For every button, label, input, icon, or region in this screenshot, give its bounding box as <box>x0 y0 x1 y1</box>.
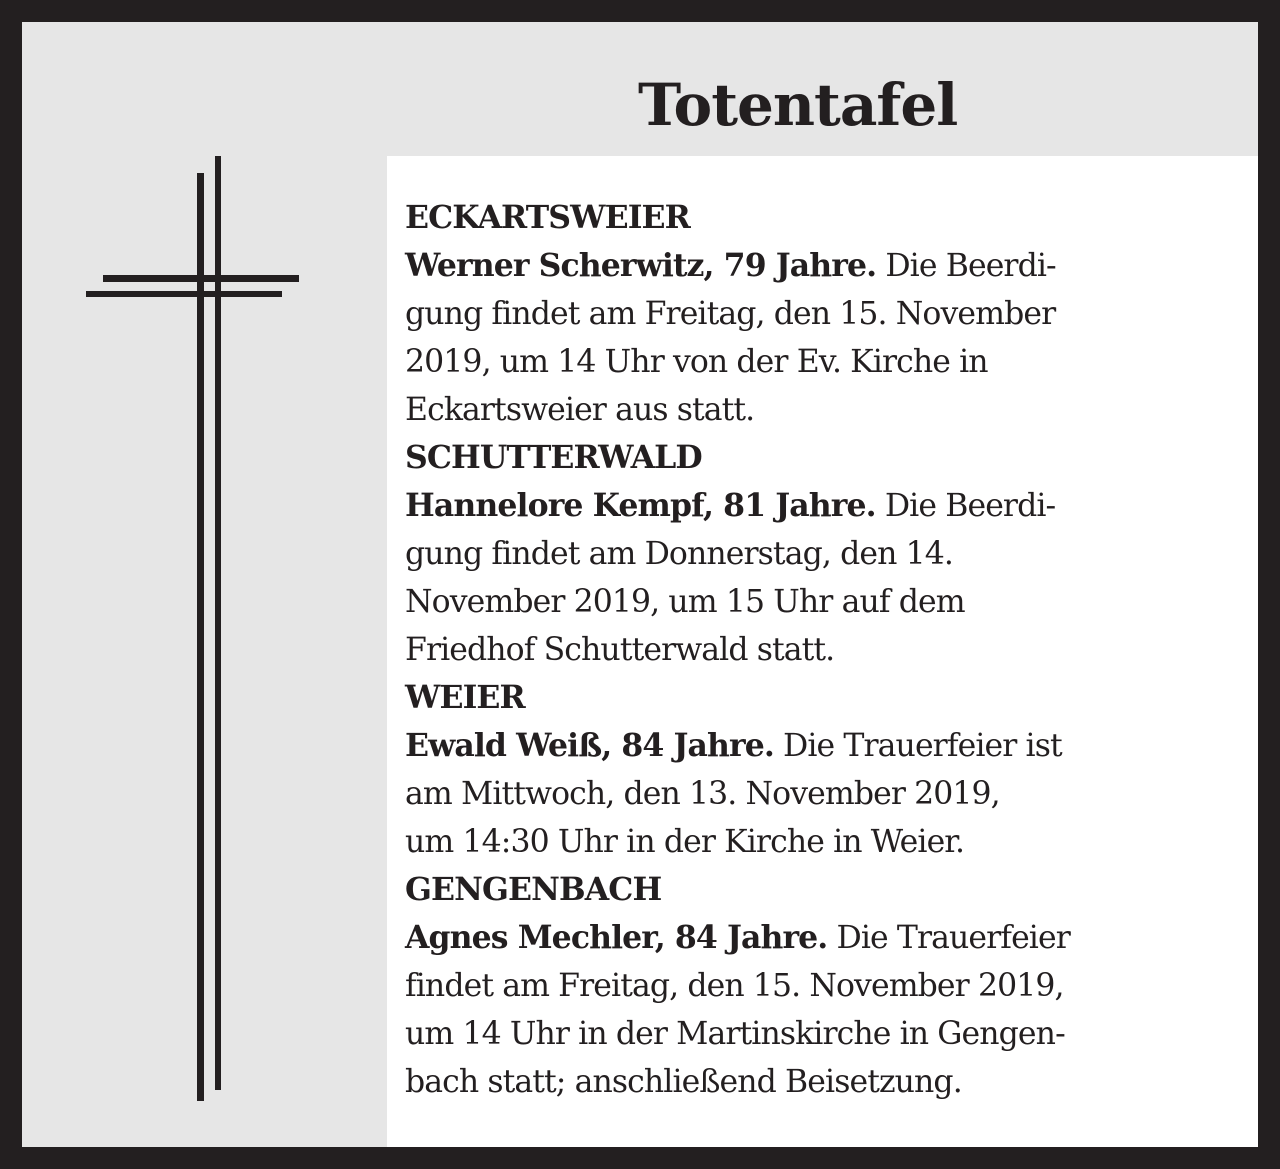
entry-line: um 14:30 Uhr in der Kirche in Weier. <box>405 824 965 860</box>
entry-line: Die Trauerfeier ist <box>773 728 1062 764</box>
entry-line: gung findet am Freitag, den 15. November <box>405 296 1056 332</box>
entry-line: um 14 Uhr in der Martinskirche in Gengen- <box>405 1016 1065 1052</box>
entry-line: Die Beerdi- <box>875 488 1056 524</box>
entry-line: 2019, um 14 Uhr von der Ev. Kirche in <box>405 344 988 380</box>
deceased-name: Ewald Weiß, 84 Jahre. <box>405 727 774 764</box>
town-heading: WEIER <box>405 679 525 716</box>
town-heading: SCHUTTERWALD <box>405 439 702 476</box>
deceased-name: Hannelore Kempf, 81 Jahre. <box>405 487 876 524</box>
obituary-entry <box>405 674 1225 866</box>
entry-line: Die Beerdi- <box>876 248 1056 284</box>
entry-line: Eckartsweier aus statt. <box>405 392 755 428</box>
obituary-entry <box>405 194 1225 434</box>
entry-line: Die Trauerfeier <box>827 920 1070 956</box>
deceased-name: Werner Scherwitz, 79 Jahre. <box>405 247 877 284</box>
entry-line: November 2019, um 15 Uhr auf dem <box>405 584 965 620</box>
obituary-entry <box>405 434 1225 674</box>
obituary-entry <box>405 866 1225 1106</box>
entry-line: bach statt; anschließend Beisetzung. <box>405 1064 962 1100</box>
entry-line: gung findet am Donnerstag, den 14. <box>405 536 953 572</box>
entry-line: findet am Freitag, den 15. November 2019, <box>405 968 1064 1004</box>
cross-horizontal-lower <box>86 291 282 297</box>
cross-horizontal-upper <box>103 275 299 282</box>
obituary-list <box>405 194 1225 1106</box>
entry-first-line <box>405 242 1225 290</box>
entry-first-line <box>405 482 1225 530</box>
town-heading: ECKARTSWEIER <box>405 199 690 236</box>
entry-line: Friedhof Schutterwald statt. <box>405 632 835 668</box>
town-heading: GENGENBACH <box>405 871 662 908</box>
entry-first-line <box>405 914 1225 962</box>
deceased-name: Agnes Mechler, 84 Jahre. <box>405 919 828 956</box>
page-title: Totentafel <box>638 71 958 139</box>
entry-first-line <box>405 722 1225 770</box>
cross-vertical-left <box>197 173 204 1101</box>
entry-line: am Mittwoch, den 13. November 2019, <box>405 776 1000 812</box>
